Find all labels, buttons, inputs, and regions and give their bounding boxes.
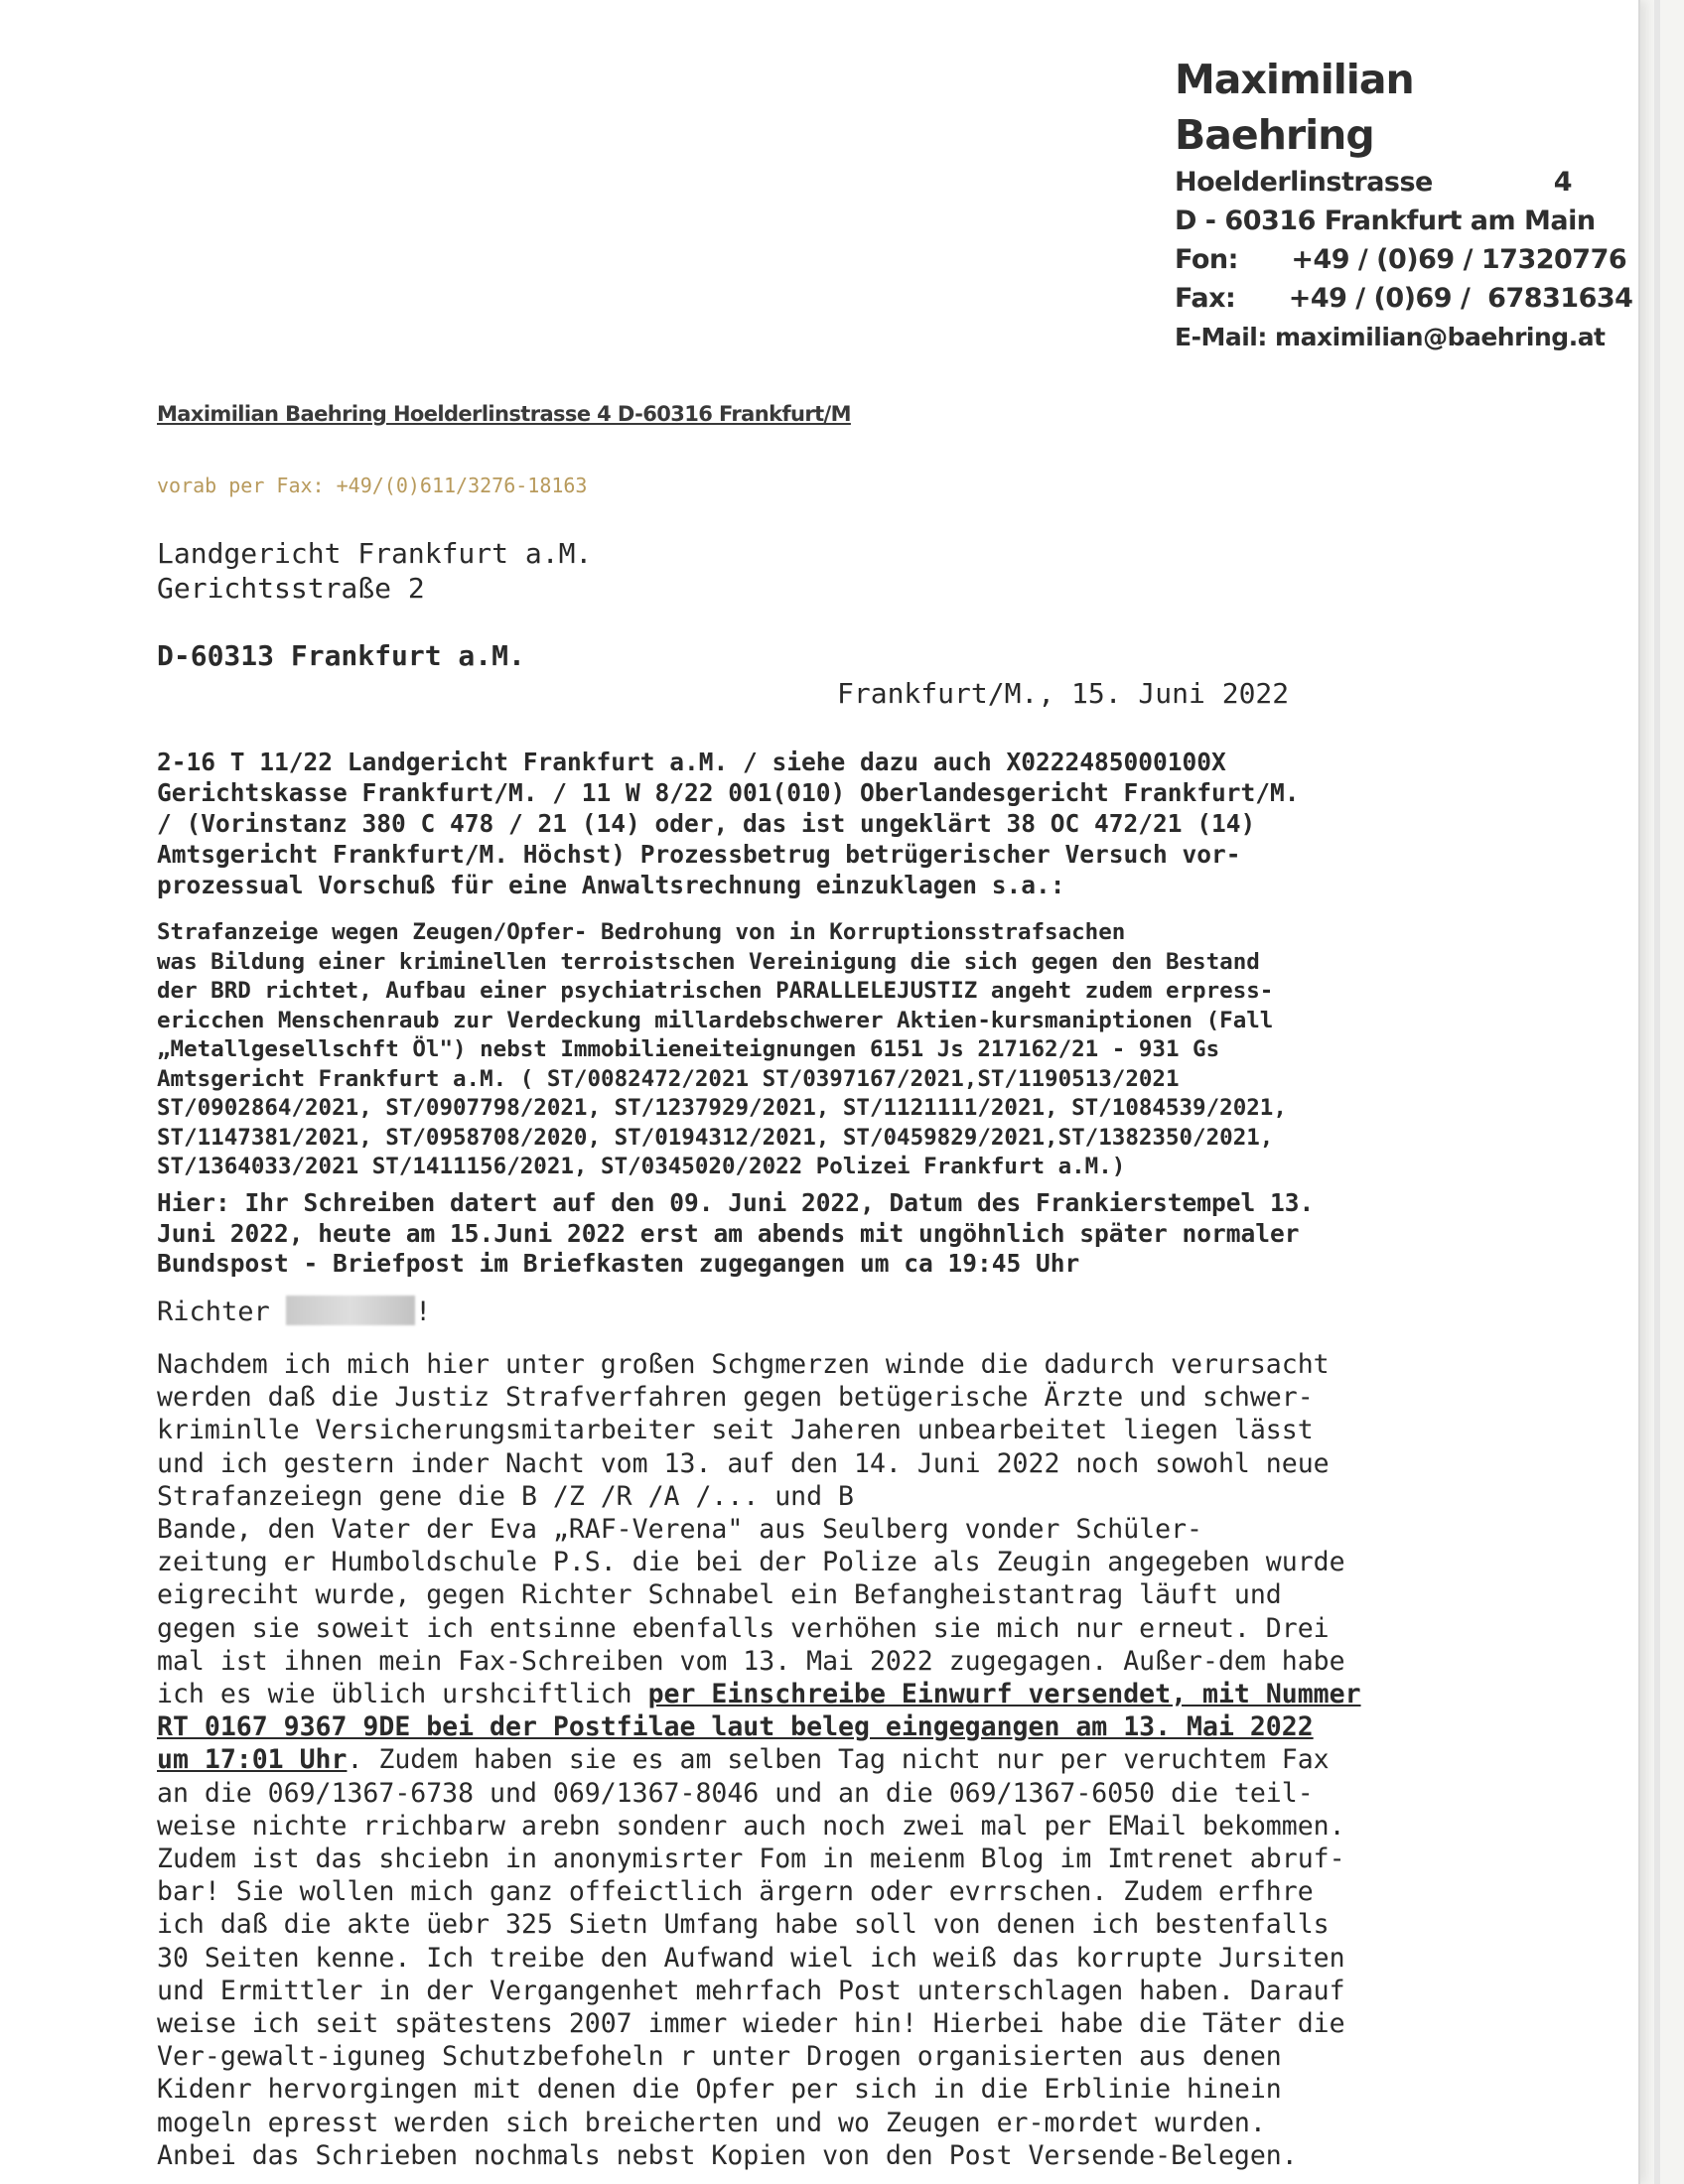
body-part-2: . Zudem haben sie es am selben Tag nicht nur per veruchtem Fax an die 069/1367-6738 und 069/1367-8046 und an die 069/1367-6050 die teil- weise nichte rrichbarw arebn sondenr auch noch zwei mal per EMail bekommen. Zudem ist das shciebn in anonymisrter Fom in meienm Blog im Imtrenet abruf- bar! Sie wollen mich ganz offeictlich ärgern oder evrrschen. Zudem erfhre ich daß die akte üebr 325 Sietn Umfang habe soll von denen ich bestenfalls 30 Seiten kenne. Ich treibe den Aufwand wiel ich weiß das korrupte Jursiten und Ermittler in der Vergangenhet mehrfach Post unterschlagen haben. Darauf weise ich seit spätestens 2007 immer wieder hin! Hierbei habe die Täter die Ver-gewalt-iguneg Schutzbefoheln r unter Drogen organisierten aus denen Kidenr hervorgingen mit denen die Opfer per sich in die Erblinie hinein mogeln epresst werden sich breicherten und wo Zeugen er-mordet wurden. Anbei das Schrieben nochmals nebst Kopien von den Post Versende-Belegen.: [157, 1744, 1345, 2171]
letter-body: [157, 1348, 1492, 2172]
letterhead-city: D - 60316 Frankfurt am Main: [1175, 205, 1596, 236]
letterhead-phone: Fon: +49 / (0)69 / 17320776: [1175, 244, 1627, 275]
salutation: [157, 1296, 431, 1327]
recipient-address: [157, 536, 592, 606]
recipient-line-2: Gerichtsstraße 2: [157, 572, 425, 605]
letterhead-fax: Fax: +49 / (0)69 / 67831634: [1175, 283, 1633, 314]
sender-return-address: Maximilian Baehring Hoelderlinstrasse 4 D-60316 Frankfurt/M: [157, 402, 851, 426]
letterhead-name: Maximilian Baehring: [1175, 56, 1414, 159]
redacted-name: [286, 1296, 415, 1325]
hier-block: Hier: Ihr Schreiben datert auf den 09. Juni 2022, Datum des Frankierstempel 13. Juni 2022, heute am 15.Juni 2022 erst am abends mit ungöhnlich später normaler Bundspost - Briefpost im Briefkasten zugegangen um ca 19:45 Uhr: [157, 1188, 1315, 1278]
fax-note: vorab per Fax: +49/(0)611/3276-18163: [157, 474, 588, 497]
body-part-1: Nachdem ich mich hier unter großen Schgmerzen winde die dadurch verursacht werden daß die Justiz Strafverfahren gegen betügerische Ärzte und schwer- kriminlle Versicherungsmitarbeiter seit Jaheren unbearbeitet liegen lässt und ich gestern inder Nacht vom 13. auf den 14. Juni 2022 noch sowohl neue Strafanzeiegn gene die B /Z /R /A /... und B Bande, den Vater der Eva „RAF-Verena" aus Seulberg vonder Schüler- zeitung er Humboldschule P.S. die bei der Polize als Zeugin angegeben wurde eigreciht wurde, gegen Richter Schnabel ein Befangheistantrag läuft und gegen sie soweit ich entsinne ebenfalls verhöhen sie mich nur erneut. Drei mal ist ihnen mein Fax-Schreiben vom 13. Mai 2022 zugegagen. Außer-dem habe ich es wie üblich urshciftlich: [157, 1349, 1345, 1710]
letterhead-street: Hoelderlinstrasse: [1175, 167, 1433, 198]
recipient-city: D-60313 Frankfurt a.M.: [157, 639, 525, 672]
letterhead-email: E-Mail: maximilian@baehring.at: [1175, 323, 1606, 351]
page-edge-shadow: [1654, 0, 1660, 2184]
salutation-prefix: Richter: [157, 1297, 287, 1327]
letterhead-house-number: 4: [1553, 167, 1572, 198]
subject-block: Strafanzeige wegen Zeugen/Opfer- Bedrohung von in Korruptionsstrafsachen was Bildung einer kriminellen terroistschen Vereinigung die sich gegen den Bestand der BRD richtet, Aufbau einer psychiatrischen PARALLELEJUSTIZ angeht zudem erpress- ericchen Menschenraub zur Verdeckung millardebschwerer Aktien-kursmaniptionen (Fall „Metallgesellschft Öl") nebst Immobilieneiteignungen 6151 Js 217162/21 - 931 Gs Amtsgericht Frankfurt a.M. ( ST/0082472/2021 ST/0397167/2021,ST/1190513/2021 ST/0902864/2021, ST/0907798/2021, ST/1237929/2021, ST/1121111/2021, ST/1084539/2021, ST/1147381/2021, ST/0958708/2020, ST/0194312/2021, ST/0459829/2021,ST/1382350/2021, ST/1364033/2021 ST/1411156/2021, ST/0345020/2022 Polizei Frankfurt a.M.): [157, 919, 1287, 1179]
recipient-line-1: Landgericht Frankfurt a.M.: [157, 537, 593, 570]
body-underlined-registered-mail: per Einschreibe Einwurf versendet, mit Nummer RT 0167 9367 9DE bei der Postfilae laut beleg eingegangen am 13. Mai 2022 um 17:01 Uhr: [157, 1679, 1361, 1776]
letterhead-street-row: [1175, 163, 1572, 202]
letterhead: [1175, 52, 1633, 356]
reference-block: 2-16 T 11/22 Landgericht Frankfurt a.M. / siehe dazu auch X0222485000100X Gerichtskasse Frankfurt/M. / 11 W 8/22 001(010) Oberlandesgericht Frankfurt/M. / (Vorinstanz 380 C 478 / 21 (14) oder, das ist ungeklärt 38 OC 472/21 (14) Amtsgericht Frankfurt/M. Höchst) Prozessbetrug betrügerischer Versuch vor- prozessual Vorschuß für eine Anwaltsrechnung einzuklagen s.a.:: [157, 748, 1300, 899]
salutation-suffix: !: [415, 1297, 432, 1327]
letter-date: Frankfurt/M., 15. Juni 2022: [837, 677, 1290, 710]
